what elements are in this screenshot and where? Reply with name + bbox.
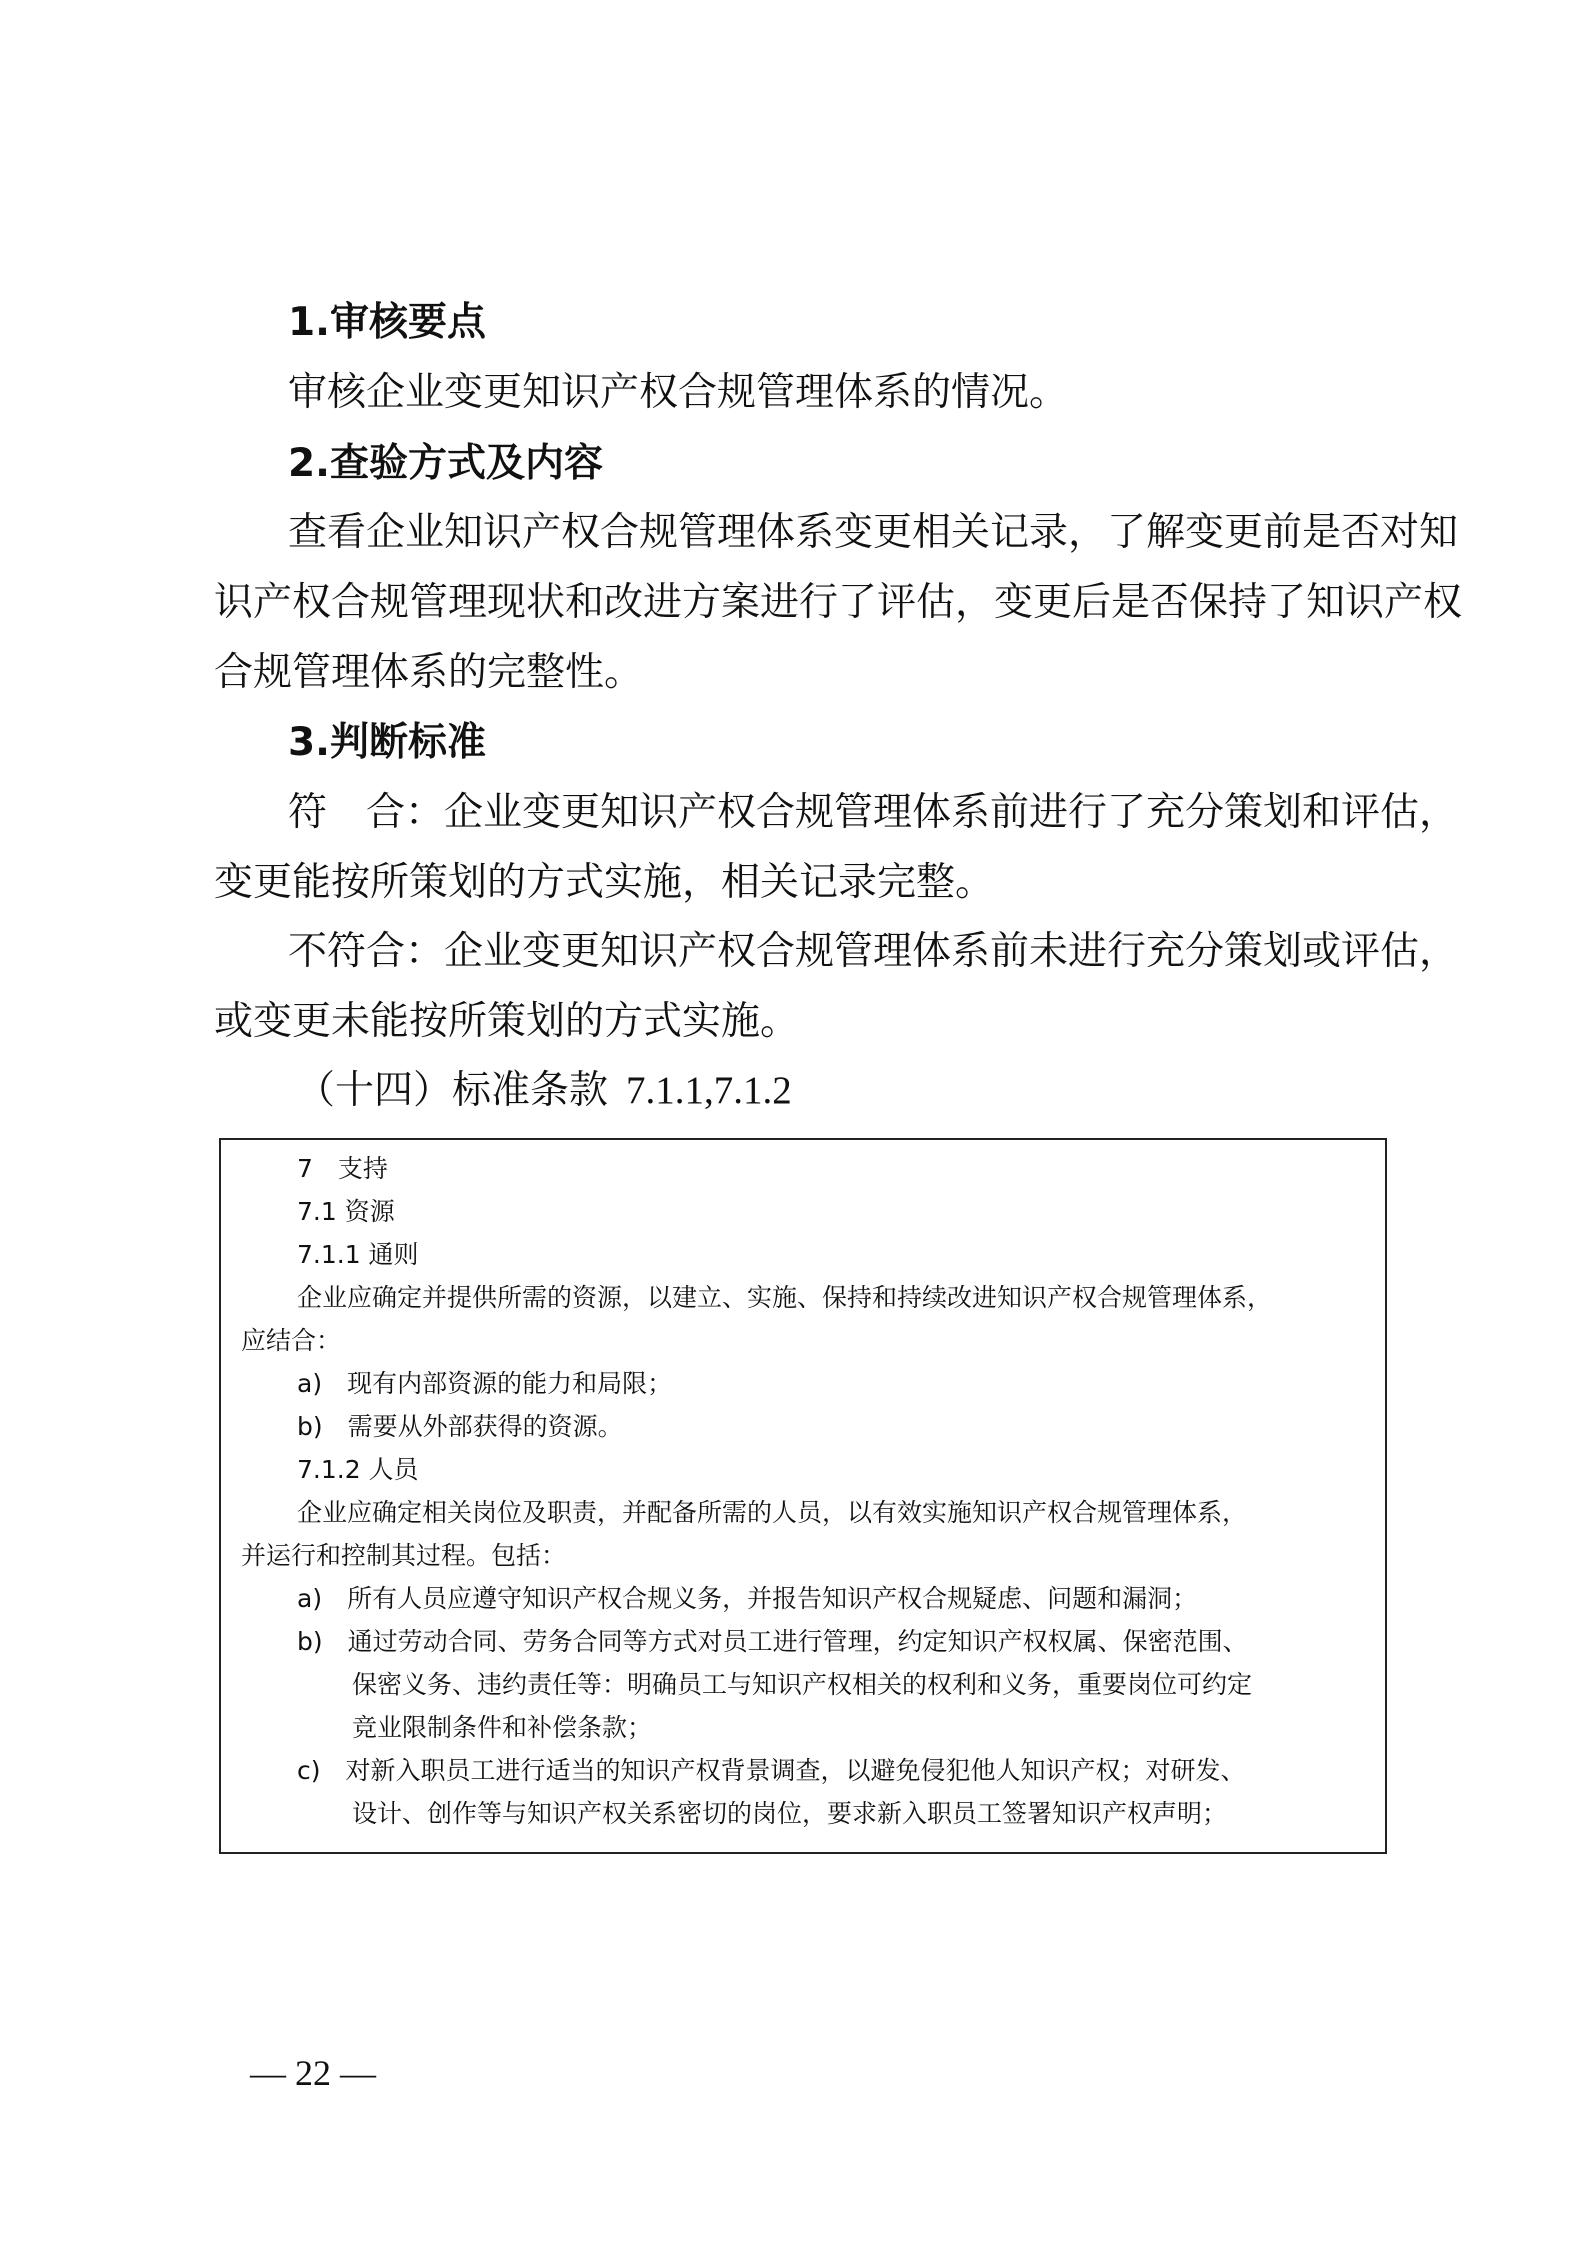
clause-label: （十四）标准条款 bbox=[296, 1068, 609, 1113]
box-line: 企业应确定相关岗位及职责，并配备所需的人员，以有效实施知识产权合规管理体系， bbox=[297, 1498, 1248, 1527]
box-line: 应结合： bbox=[241, 1326, 342, 1355]
box-line: 7 支持 bbox=[297, 1154, 388, 1183]
box-line: 设计、创作等与知识产权关系密切的岗位，要求新入职员工签署知识产权声明； bbox=[352, 1799, 1228, 1828]
box-line: 并运行和控制其过程。包括： bbox=[241, 1541, 567, 1570]
box-line: 7.1.1 通则 bbox=[297, 1240, 419, 1269]
clause-heading bbox=[296, 1068, 792, 1115]
box-line: b) 需要从外部获得的资源。 bbox=[297, 1412, 623, 1441]
section-1-text: 审核企业变更知识产权合规管理体系的情况。 bbox=[288, 370, 1069, 415]
box-line: c) 对新入职员工进行适当的知识产权背景调查，以避免侵犯他人知识产权；对研发、 bbox=[297, 1756, 1246, 1785]
section-2-line: 识产权合规管理现状和改进方案进行了评估，变更后是否保持了知识产权 bbox=[214, 580, 1463, 625]
box-line: b) 通过劳动合同、劳务合同等方式对员工进行管理，约定知识产权权属、保密范围、 bbox=[297, 1627, 1248, 1656]
section-2-line: 合规管理体系的完整性。 bbox=[214, 650, 644, 695]
section-3-line: 变更能按所策划的方式实施，相关记录完整。 bbox=[214, 860, 995, 905]
box-line: a) 现有内部资源的能力和局限； bbox=[297, 1369, 673, 1398]
box-line: 竞业限制条件和补偿条款； bbox=[352, 1713, 653, 1742]
standard-text-box bbox=[219, 1138, 1387, 1854]
section-2-title: 2.查验方式及内容 bbox=[288, 441, 603, 486]
box-line: 7.1 资源 bbox=[297, 1197, 395, 1226]
section-3-line: 符 合：企业变更知识产权合规管理体系前进行了充分策划和评估， bbox=[288, 790, 1459, 835]
box-line: 7.1.2 人员 bbox=[297, 1455, 419, 1484]
page-number: — 22 — bbox=[250, 2053, 376, 2093]
section-2-line: 查看企业知识产权合规管理体系变更相关记录，了解变更前是否对知 bbox=[288, 510, 1459, 555]
section-1-title: 1.审核要点 bbox=[288, 300, 486, 345]
section-3-line: 或变更未能按所策划的方式实施。 bbox=[214, 999, 800, 1044]
box-line: a) 所有人员应遵守知识产权合规义务，并报告知识产权合规疑虑、问题和漏洞； bbox=[297, 1584, 1198, 1613]
box-line: 企业应确定并提供所需的资源，以建立、实施、保持和持续改进知识产权合规管理体系， bbox=[297, 1283, 1273, 1312]
box-line: 保密义务、违约责任等：明确员工与知识产权相关的权利和义务，重要岗位可约定 bbox=[352, 1670, 1253, 1699]
clause-refs: 7.1.1,7.1.2 bbox=[626, 1069, 792, 1112]
section-3-line: 不符合：企业变更知识产权合规管理体系前未进行充分策划或评估， bbox=[288, 929, 1459, 974]
section-3-title: 3.判断标准 bbox=[288, 720, 486, 765]
